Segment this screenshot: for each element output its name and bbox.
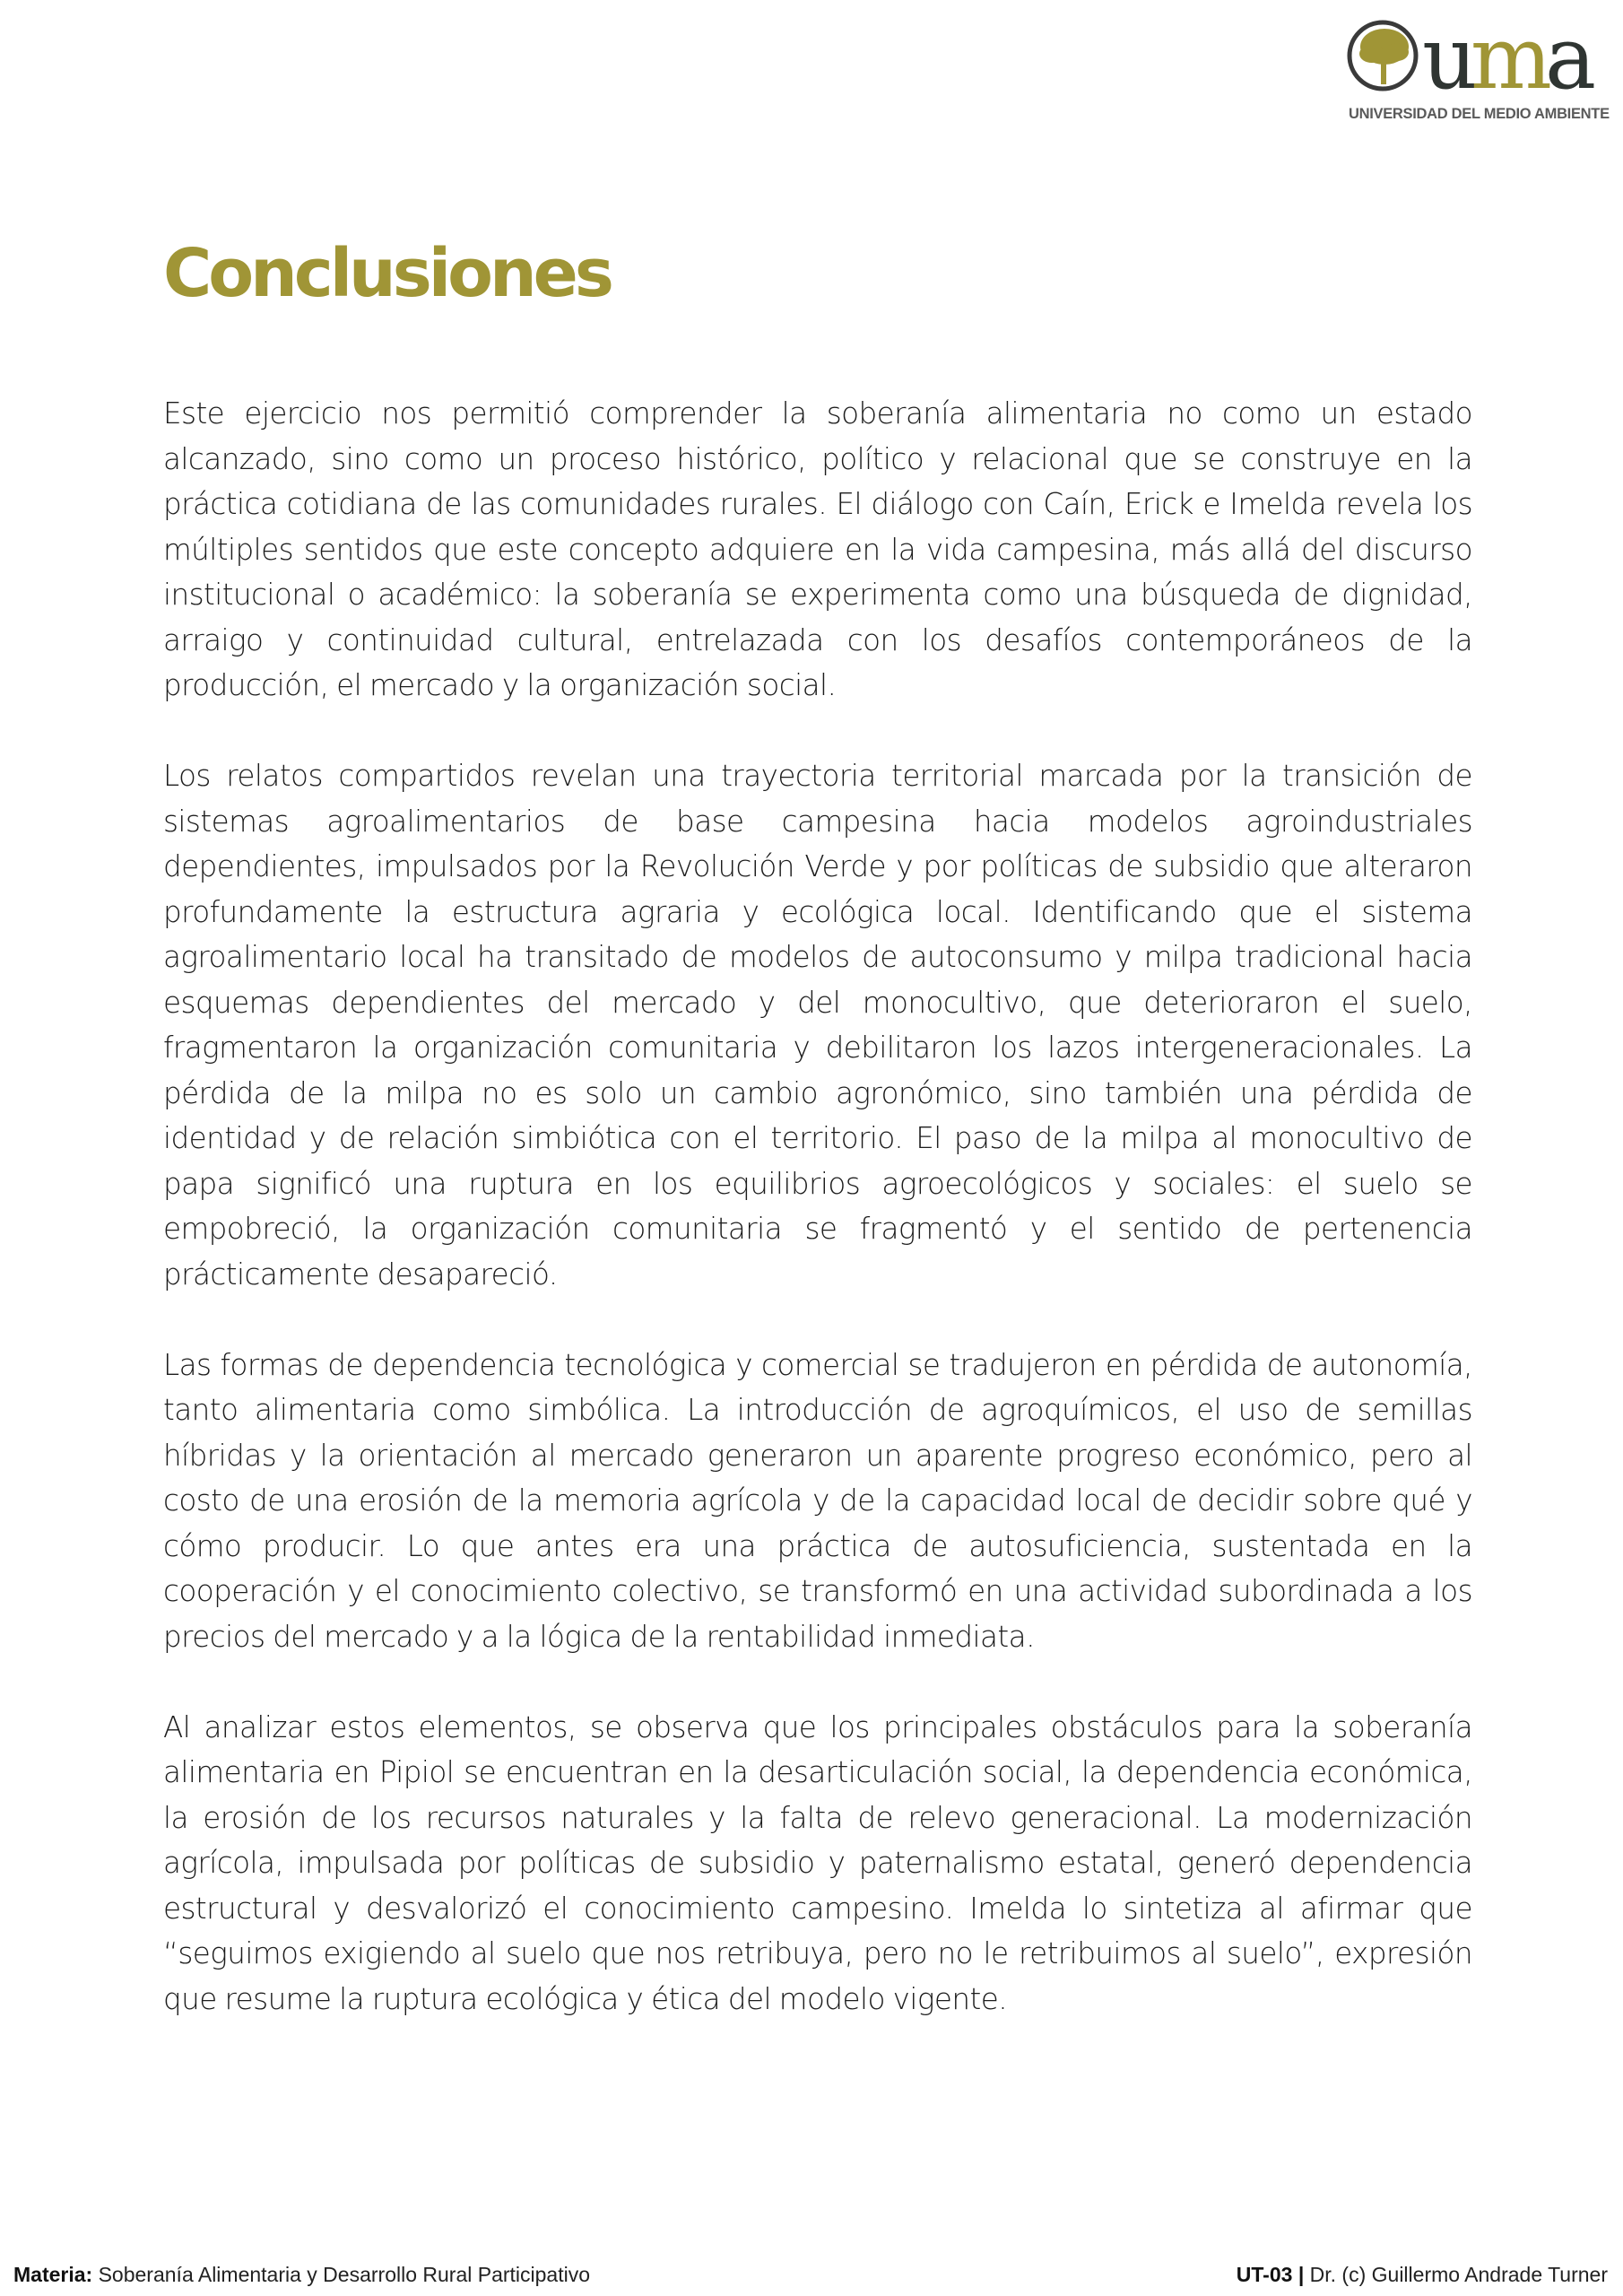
paragraph: Los relatos compartidos revelan una trayectoria territorial marcada por la transición de sistemas agroalimentarios de base campesina hacia modelos agroindustriales dependientes, impulsados por la Revolución Verde y por políticas de subsidio que alteraron profundamente la estructura agraria y ecológica local. Identificando que el sistema agroalimentario local ha transitado de modelos de autoconsumo y milpa tradicional hacia esquemas dependientes del mercado y del monocultivo, que deterioraron el suelo, fragmentaron la organización comunitaria y debilitaron los lazos intergeneracionales. La pérdida de la milpa no es solo un cambio agronómico, sino también una pérdida de identidad y de relación simbiótica con el territorio. El paso de la milpa al monocultivo de papa significó una ruptura en los equilibrios agroecológicos y sociales: el suelo se empobreció, la organización comunitaria se fragmentó y el sentido de pertenencia prácticamente desapareció. [163, 759, 1472, 1292]
footer-unit-author [1237, 2263, 1608, 2287]
university-logo [1345, 16, 1614, 124]
footer-course-label: Materia: [13, 2263, 93, 2286]
paragraph: Este ejercicio nos permitió comprender la soberanía alimentaria no como un estado alcanzado, sino como un proceso histórico, político y relacional que se construye en la práctica cotidiana de las comunidades rurales. El diálogo con Caín, Erick e Imelda revela los múltiples sentidos que este concepto adquiere en la vida campesina, más allá del discurso institucional o académico: la soberanía se experimenta como una búsqueda de dignidad, arraigo y continuidad cultural, entrelazada con los desafíos contemporáneos de la producción, el mercado y la organización social. [163, 396, 1472, 702]
footer-author: Dr. (c) Guillermo Andrade Turner [1304, 2263, 1608, 2286]
paragraph: Al analizar estos elementos, se observa que los principales obstáculos para la soberanía alimentaria en Pipiol se encuentran en la desarticulación social, la dependencia económica, la erosión de los recursos naturales y la falta de relevo generacional. La modernización agrícola, impulsada por políticas de subsidio y paternalismo estatal, generó dependencia estructural y desvalorizó el conocimiento campesino. Imelda lo sintetiza al afirmar que “seguimos exigiendo al suelo que nos retribuya, pero no le retribuimos al suelo”, expresión que resume la ruptura ecológica y ética del modelo vigente. [163, 1709, 1472, 2016]
uma-logo-mark [1345, 16, 1614, 101]
document-body [163, 391, 1472, 2067]
page-title: Conclusiones [163, 235, 611, 312]
logo-wordmark: uma [1422, 16, 1590, 101]
paragraph: Las formas de dependencia tecnológica y comercial se tradujeron en pérdida de autonomía, tanto alimentaria como simbólica. La introducción de agroquímicos, el uso de semillas híbridas y la orientación al mercado generaron un aparente progreso económico, pero al costo de una erosión de la memoria agrícola y de la capacidad local de decidir sobre qué y cómo producir. Lo que antes era una práctica de autosuficiencia, sustentada en la cooperación y el conocimiento colectivo, se transformó en una actividad subordinada a los precios del mercado y a la lógica de la rentabilidad inmediata. [163, 1347, 1472, 1654]
tree-in-circle-icon [1350, 22, 1416, 89]
footer-course [13, 2263, 590, 2287]
footer-course-name: Soberanía Alimentaria y Desarrollo Rural Participativo [92, 2263, 591, 2286]
footer-unit-label: UT-03 | [1236, 2263, 1305, 2286]
logo-caption: UNIVERSIDAD DEL MEDIO AMBIENTE [1349, 106, 1610, 122]
